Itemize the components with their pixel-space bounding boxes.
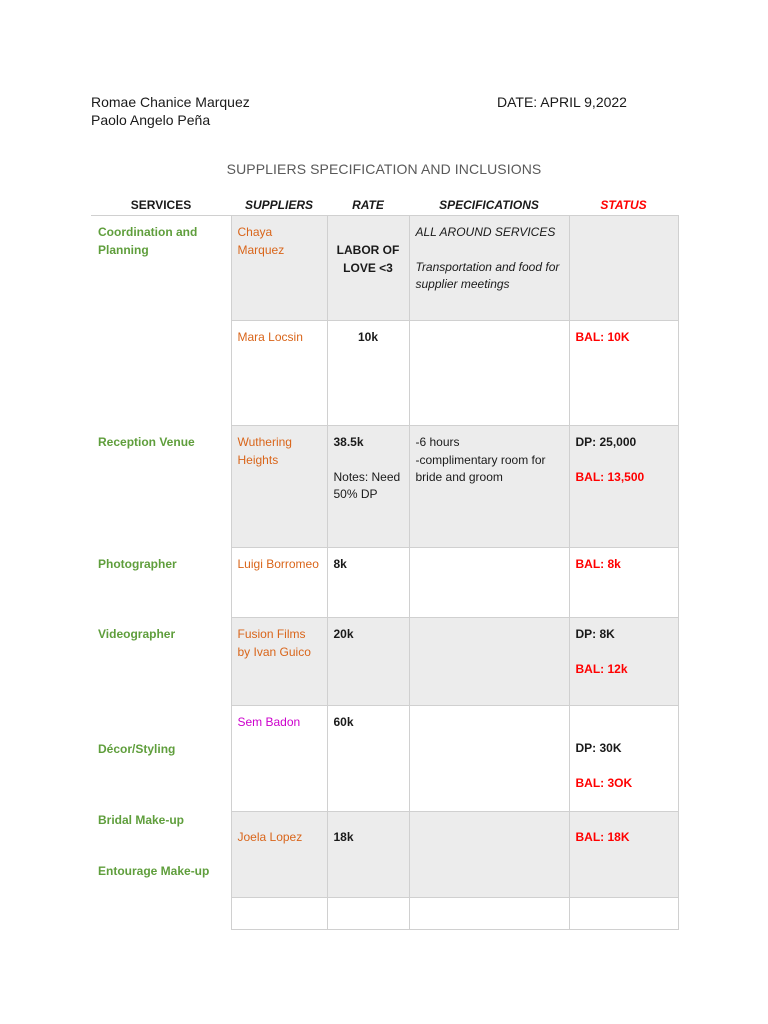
rate-note: Notes: Need 50% DP	[333, 469, 401, 501]
table-row	[91, 426, 678, 548]
spec-line-1: -6 hours	[415, 435, 460, 449]
supplier-cell	[231, 898, 327, 930]
table-row	[91, 618, 678, 706]
author-name-1: Romae Chanice Marquez	[91, 94, 250, 110]
spec-line-1: ALL AROUND SERVICES	[415, 225, 556, 239]
table-row	[91, 321, 678, 426]
status-cell	[569, 216, 678, 321]
service-cell	[91, 812, 231, 898]
rate-cell: LABOR OF LOVE <3	[327, 216, 409, 321]
rate-cell: 20k	[327, 618, 409, 706]
status-balance: BAL: 12k	[575, 661, 628, 676]
status-cell: BAL: 10K	[569, 321, 678, 426]
status-balance: BAL: 3OK	[575, 775, 633, 790]
table-header-row	[91, 195, 678, 216]
supplier-cell: Fusion Films by Ivan Guico	[231, 618, 327, 706]
service-bridal: Bridal Make-up	[98, 812, 185, 827]
rate-cell: 60k	[327, 706, 409, 812]
suppliers-table	[91, 195, 679, 930]
service-cell: Décor/Styling	[98, 741, 176, 756]
table-row	[91, 898, 678, 930]
status-cell	[569, 706, 678, 812]
service-cell: Reception Venue	[98, 434, 195, 449]
service-cell	[91, 898, 231, 930]
specifications-cell	[409, 426, 569, 548]
spec-line-2: Transportation and food for supplier meetings	[415, 259, 560, 291]
service-cell	[91, 321, 231, 426]
status-dp: DP: 30K	[575, 741, 622, 755]
specifications-cell	[409, 706, 569, 812]
spec-line-2: -complimentary room for bride and groom	[415, 452, 546, 484]
specifications-cell	[409, 812, 569, 898]
column-header-services: SERVICES	[91, 195, 231, 216]
status-balance: BAL: 13,500	[575, 469, 645, 484]
rate-cell: 10k	[327, 321, 409, 426]
service-cell: Videographer	[98, 626, 176, 641]
column-header-rate: RATE	[327, 195, 409, 216]
table-row	[91, 706, 678, 812]
service-entourage: Entourage Make-up	[98, 864, 210, 878]
column-header-status: STATUS	[569, 195, 678, 216]
service-cell: Photographer	[98, 556, 177, 571]
supplier-cell: Chaya Marquez	[231, 216, 327, 321]
supplier-cell: Joela Lopez	[231, 812, 327, 898]
rate-cell	[327, 426, 409, 548]
specifications-cell	[409, 618, 569, 706]
rate-cell	[327, 898, 409, 930]
author-names	[91, 93, 250, 129]
rate-value: 38.5k	[333, 435, 364, 449]
status-cell	[569, 618, 678, 706]
status-cell: BAL: 8k	[569, 548, 678, 618]
specifications-cell	[409, 216, 569, 321]
specifications-cell	[409, 321, 569, 426]
rate-cell: 18k	[327, 812, 409, 898]
table-row	[91, 216, 678, 321]
table-row	[91, 548, 678, 618]
specifications-cell	[409, 898, 569, 930]
document-title: SUPPLIERS SPECIFICATION AND INCLUSIONS	[226, 161, 542, 177]
column-header-specifications: SPECIFICATIONS	[409, 195, 569, 216]
status-cell	[569, 898, 678, 930]
column-header-suppliers: SUPPLIERS	[231, 195, 327, 216]
supplier-cell: Mara Locsin	[231, 321, 327, 426]
supplier-cell: Sem Badon	[231, 706, 327, 812]
status-dp: DP: 8K	[575, 627, 615, 641]
table-row	[91, 812, 678, 898]
status-cell: BAL: 18K	[569, 812, 678, 898]
supplier-cell: Luigi Borromeo	[231, 548, 327, 618]
rate-cell: 8k	[327, 548, 409, 618]
service-cell: Coordination and Planning	[98, 225, 198, 257]
status-dp: DP: 25,000	[575, 435, 637, 449]
supplier-cell: Wuthering Heights	[231, 426, 327, 548]
document-date: DATE: APRIL 9,2022	[497, 94, 627, 110]
status-cell	[569, 426, 678, 548]
author-name-2: Paolo Angelo Peña	[91, 112, 211, 128]
specifications-cell	[409, 548, 569, 618]
